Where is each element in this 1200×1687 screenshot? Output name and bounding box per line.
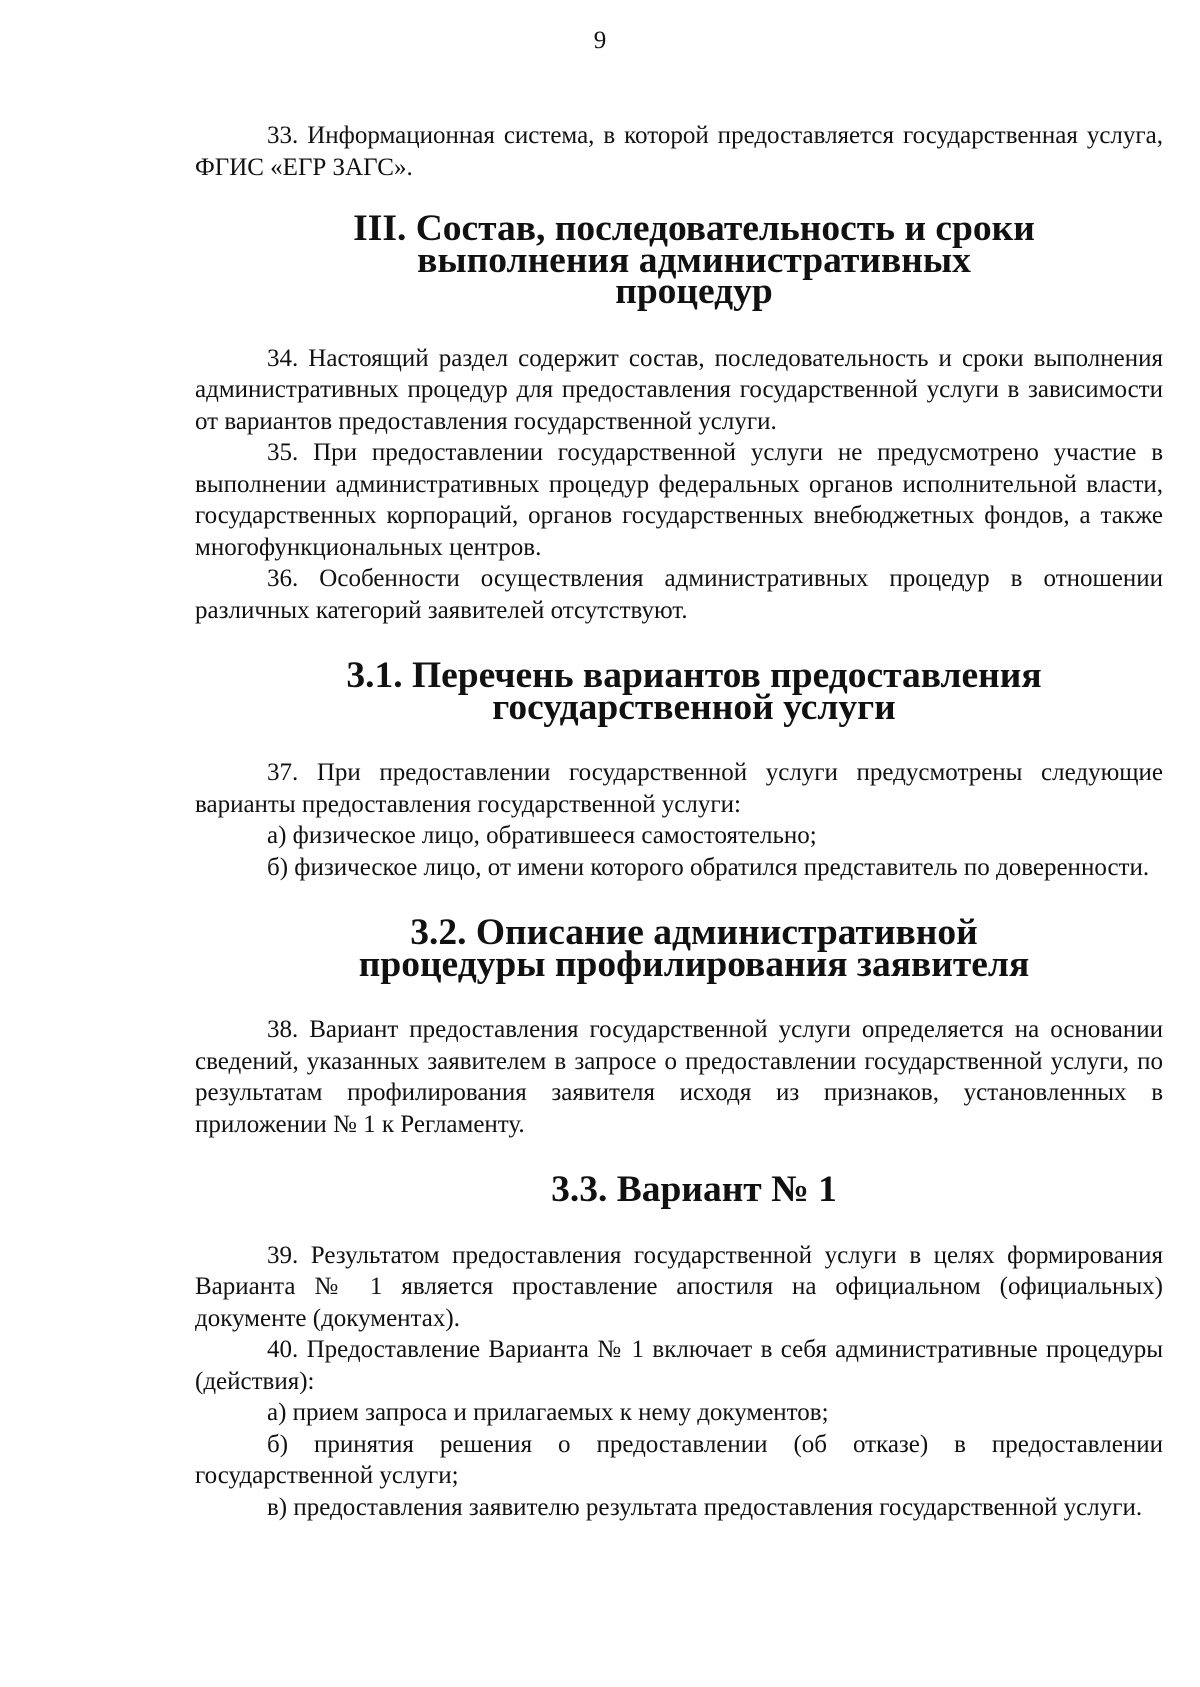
- paragraph-40-c: в) предоставления заявителю результата предоставления государственной услуги.: [267, 1493, 1143, 1521]
- paragraph-38: 38. Вариант предоставления государственной услуги определяется на основании сведений, указанных заявителем в запросе о предоставлении государственной услуги, по результатам профилирования заявителя исходя из признаков, установленных в приложении № 1 к Регламенту.: [195, 1016, 1163, 1138]
- paragraph-40: 40. Предоставление Варианта № 1 включает в себя административные процедуры (действия):: [195, 1336, 1163, 1395]
- paragraph-37-b: б) физическое лицо, от имени которого обратился представитель по доверенности.: [267, 853, 1150, 881]
- section-3-heading: III. Состав, последовательность и сроки выполнения административных процедур: [353, 208, 1035, 312]
- page-number: 9: [593, 27, 607, 54]
- paragraph-39: 39. Результатом предоставления государственной услуги в целях формирования Варианта № 1 является проставление апостиля на официальном (официальных) документе (документах).: [195, 1241, 1163, 1332]
- paragraph-37-a: а) физическое лицо, обратившееся самостоятельно;: [267, 822, 817, 849]
- section-3-3-heading: 3.3. Вариант № 1: [551, 1169, 837, 1210]
- paragraph-40-b: б) принятия решения о предоставлении (об отказе) в предоставлении государственной услуги;: [195, 1430, 1163, 1489]
- paragraph-36: 36. Особенности осуществления административных процедур в отношении различных категорий заявителей отсутствуют.: [195, 565, 1163, 624]
- paragraph-35: 35. При предоставлении государственной услуги не предусмотрено участие в выполнении административных процедур федеральных органов исполнительной власти, государственных корпораций, органов государственных внебюджетных фондов, а также многофункциональных центров.: [195, 439, 1163, 561]
- paragraph-37: 37. При предоставлении государственной услуги предусмотрены следующие варианты предоставления государственной услуги:: [195, 759, 1163, 818]
- paragraph-34: 34. Настоящий раздел содержит состав, последовательность и сроки выполнения административных процедур для предоставления государственной услуги в зависимости от вариантов предоставления государственной услуги.: [195, 344, 1163, 435]
- section-3-2-heading: 3.2. Описание административной процедуры профилирования заявителя: [358, 912, 1030, 985]
- paragraph-40-a: а) прием запроса и прилагаемых к нему документов;: [267, 1399, 829, 1426]
- document-body: [195, 120, 1163, 1523]
- paragraph-33: 33. Информационная система, в которой предоставляется государственная услуга, ФГИС «ЕГР ЗАГС».: [195, 122, 1163, 181]
- section-3-1-heading: 3.1. Перечень вариантов предоставления государственной услуги: [346, 655, 1042, 728]
